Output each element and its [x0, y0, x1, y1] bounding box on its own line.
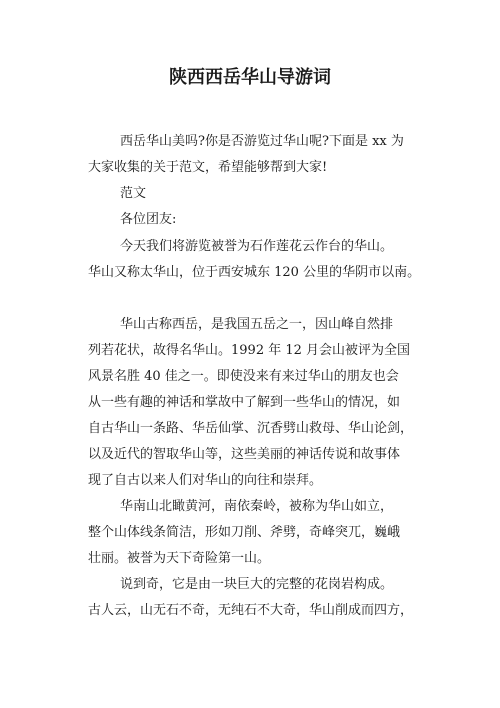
- paragraph-line: 大家收集的关于范文，希望能够帮到大家!: [88, 160, 328, 175]
- paragraph-line: 西岳华山美吗?你是否游览过华山呢?下面是 xx 为: [120, 134, 404, 149]
- paragraph-line: 列若花状，故得名华山。1992 年 12 月会山被评为全国: [88, 343, 411, 358]
- paragraph-line: 今天我们将游览被誉为石作莲花云作台的华山。: [120, 239, 394, 254]
- paragraph-line: 壮丽。被誉为天下奇险第一山。: [88, 551, 271, 566]
- paragraph-line: 华山又称太华山，位于西安城东 120 公里的华阴市以南。: [88, 265, 421, 280]
- paragraph-line: 华南山北瞰黄河，南依秦岭，被称为华山如立，: [120, 499, 394, 514]
- paragraph-line: 各位团友:: [120, 212, 177, 227]
- paragraph-line: 说到奇，它是由一块巨大的完整的花岗岩构成。: [120, 577, 394, 592]
- paragraph-line: 华山古称西岳，是我国五岳之一，因山峰自然排: [120, 317, 394, 332]
- paragraph-line: 整个山体线条简洁，形如刀削、斧劈，奇峰突兀，巍峨: [88, 525, 401, 540]
- paragraph-line: 风景名胜 40 佳之一。即使没来有来过华山的朋友也会: [88, 369, 399, 384]
- paragraph-line: 现了自古以来人们对华山的向往和崇拜。: [88, 473, 323, 488]
- document-title: 陕西西岳华山导游词: [169, 67, 331, 88]
- paragraph-line: 古人云，山无石不奇，无纯石不大奇，华山削成而四方，: [88, 603, 414, 618]
- paragraph-line: 以及近代的智取华山等，这些美丽的神话传说和故事体: [88, 447, 401, 462]
- paragraph-line: 从一些有趣的神话和掌故中了解到一些华山的情况，如: [88, 395, 401, 410]
- paragraph-line: 自古华山一条路、华岳仙掌、沉香劈山救母、华山论剑，: [88, 421, 414, 436]
- paragraph-line: 范文: [120, 186, 147, 201]
